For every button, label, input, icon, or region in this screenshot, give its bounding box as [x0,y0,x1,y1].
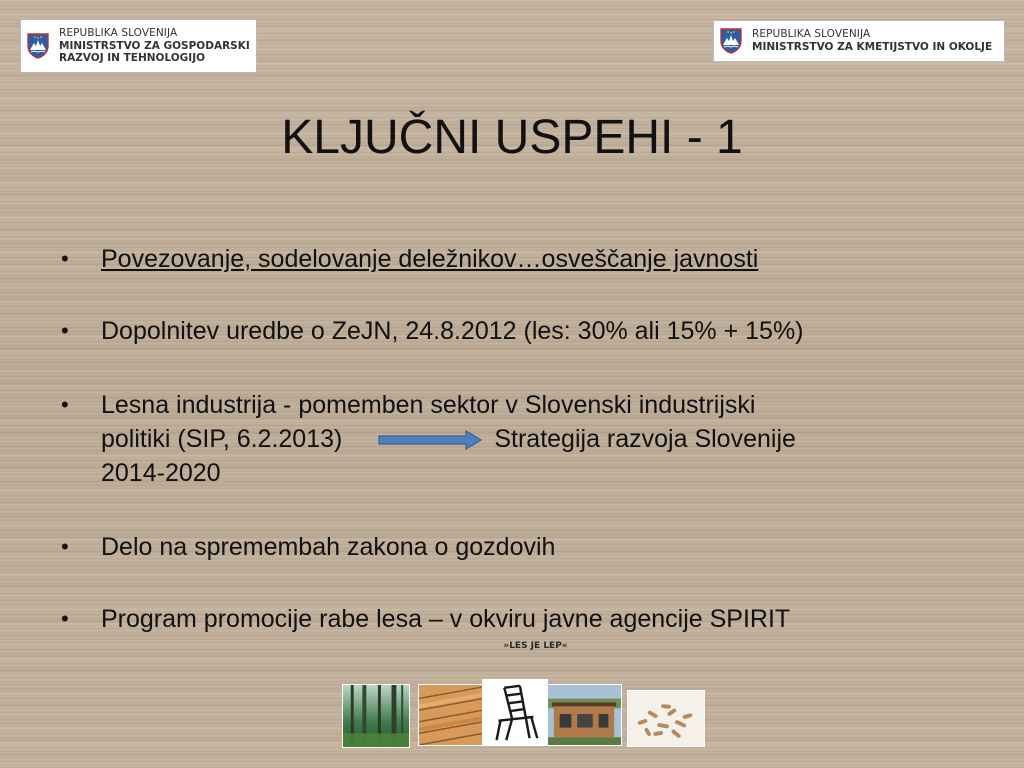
campaign-caption: »LES JE LEP« [503,641,568,651]
logo-line-2: MINISTRSTVO ZA GOSPODARSKI [59,39,250,52]
bullet-item [55,388,985,490]
bullet-text-line-3: 2014-2020 [101,459,221,487]
bullet-text-part: politiki (SIP, 6.2.2013) [101,425,343,453]
crest-icon [27,33,49,59]
logo-line-2: MINISTRSTVO ZA KMETIJSTVO IN OKOLJE [752,41,993,53]
ministry-economy-logo [20,19,257,73]
wooden-chair-photo [482,679,548,746]
logo-line-1: REPUBLIKA SLOVENIJA [59,26,178,39]
bullet-text: Delo na spremembah zakona o gozdovih [101,533,556,561]
bullet-list [55,242,985,636]
bullet-marker: • [61,606,69,631]
wood-pellets-photo [627,690,705,747]
bullet-text-part: Strategija razvoja Slovenije [494,425,796,453]
bullet-text-line-2 [101,422,985,456]
ministry-agriculture-logo [713,20,1005,62]
right-arrow-icon [378,430,482,450]
bullet-item [55,314,985,348]
bullet-text: Povezovanje, sodelovanje deležnikov…osveščanje javnosti [101,245,759,273]
lumber-planks-photo [418,684,484,746]
bullet-text: Program promocije rabe lesa – v okviru javne agencije SPIRIT [101,605,791,633]
logo-line-3: RAZVOJ IN TEHNOLOGIJO [59,52,206,65]
bullet-text: Dopolnitev uredbe o ZeJN, 24.8.2012 (les: 30% ali 15% + 15%) [101,317,804,345]
bullet-marker: • [61,318,69,343]
bullet-marker: • [61,392,69,417]
wooden-house-photo [547,684,622,746]
bullet-item [55,530,985,564]
bullet-text-line-1: Lesna industrija - pomemben sektor v Slovenski industrijski [101,391,756,419]
bullet-item [55,602,985,636]
bullet-item [55,242,985,276]
slide-title: KLJUČNI USPEHI - 1 [281,111,743,164]
bullet-marker: • [61,246,69,271]
logo-line-1: REPUBLIKA SLOVENIJA [752,28,871,41]
bullet-marker: • [61,534,69,559]
forest-photo [342,684,410,748]
crest-icon [720,28,742,54]
